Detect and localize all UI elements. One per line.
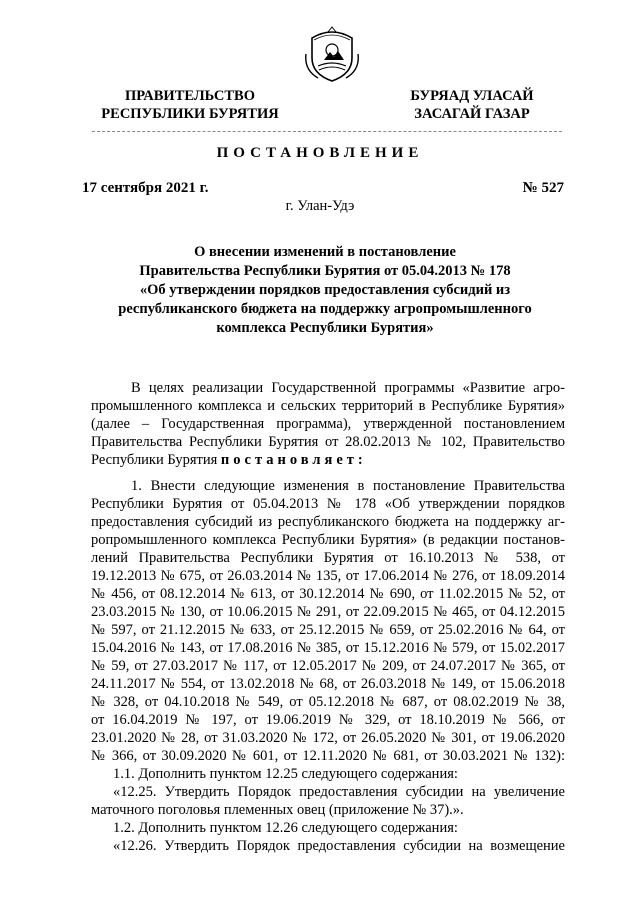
body-line	[91, 451, 565, 469]
header-left-block	[80, 87, 300, 123]
body-line: 1.1. Дополнить пунктом 12.25 следующего содержания:	[113, 766, 458, 782]
body-line: Республики Бурятия от 05.04.2013 № 178 «Об утверждении порядков	[91, 496, 565, 512]
preamble-paragraph	[91, 379, 565, 469]
body-line: 1.2. Дополнить пунктом 12.26 следующего содержания:	[113, 820, 458, 836]
body-line: предоставления субсидий из республиканского бюджета на поддержку аг-	[91, 514, 565, 530]
header-right-line-1: БУРЯАД УЛАСАЙ	[410, 88, 534, 104]
document-type-title: ПОСТАНОВЛЕНИЕ	[216, 145, 424, 161]
header-divider	[92, 131, 562, 132]
document-date: 17 сентября 2021 г.	[82, 180, 209, 196]
header-right-line-2: ЗАСАГАЙ ГАЗАР	[414, 106, 530, 122]
body-line: (далее – Государственная программа), утвержденной постановлением	[91, 416, 565, 432]
document-city: г. Улан-Удэ	[285, 198, 355, 214]
body-line: № 59, от 27.03.2017 № 117, от 12.05.2017 № 209, от 24.07.2017 № 365, от	[91, 658, 565, 674]
document-number: № 527	[522, 180, 564, 196]
body-line: Правительства Республики Бурятия от 28.02.2013 № 102, Правительство	[91, 434, 565, 450]
body-line: 24.11.2017 № 554, от 13.02.2018 № 68, от 26.03.2018 № 149, от 15.06.2018	[91, 676, 565, 692]
body-line: промышленного комплекса и сельских территорий в Республике Бурятия»	[91, 398, 565, 414]
body-line: ропромышленного комплекса Республики Бурятия» (в редакции постанов-	[91, 532, 565, 548]
body-line: № 597, от 21.12.2015 № 633, от 25.12.2015 № 659, от 25.02.2016 № 64, от	[91, 622, 565, 638]
body-line: «12.25. Утвердить Порядок предоставления субсидии на увеличение	[113, 784, 565, 800]
coat-of-arms-emblem	[304, 24, 360, 84]
body-line: «12.26. Утвердить Порядок предоставления субсидии на возмещение	[113, 838, 565, 854]
body-line: маточного поголовья племенных овец (приложение № 37).».	[91, 802, 464, 818]
body-line: № 366, от 30.09.2020 № 601, от 12.11.2020 № 681, от 30.03.2021 № 132):	[91, 748, 565, 764]
document-subject	[100, 243, 550, 338]
body-line: № 328, от 04.10.2018 № 549, от 05.12.2018 № 687, от 08.02.2019 № 38,	[91, 694, 565, 710]
subject-line: «Об утверждении порядков предоставления субсидий из	[139, 282, 511, 298]
body-line: от 16.04.2019 № 197, от 19.06.2019 № 329, от 18.10.2019 № 566, от	[91, 712, 565, 728]
header-right-block	[372, 87, 572, 123]
body-line: 19.12.2013 № 675, от 26.03.2014 № 135, от 17.06.2014 № 276, от 18.09.2014	[91, 568, 565, 584]
preamble-last-text: Республики Бурятия	[91, 452, 221, 468]
body-line: В целях реализации Государственной программы «Развитие агро-	[131, 380, 565, 396]
subject-line: республиканского бюджета на поддержку агропромышленного	[118, 301, 532, 317]
body-line: № 456, от 08.12.2014 № 613, от 30.12.2014 № 690, от 11.02.2015 № 52, от	[91, 586, 565, 602]
resolves-word: постановляет:	[220, 452, 367, 468]
amendments-paragraph	[91, 477, 565, 855]
body-line: 23.03.2015 № 130, от 10.06.2015 № 291, от 22.09.2015 № 465, от 04.12.2015	[91, 604, 565, 620]
body-line: лений Правительства Республики Бурятия от 16.10.2013 № 538, от	[91, 550, 565, 566]
body-line: 23.01.2020 № 28, от 31.03.2020 № 172, от 26.05.2020 № 301, от 19.06.2020	[91, 730, 565, 746]
body-line: 1. Внести следующие изменения в постановление Правительства	[131, 478, 565, 494]
subject-line: комплекса Республики Бурятия»	[216, 320, 434, 336]
header-left-line-1: ПРАВИТЕЛЬСТВО	[125, 88, 255, 104]
body-line: 15.04.2016 № 143, от 17.08.2016 № 385, от 15.12.2016 № 579, от 15.02.2017	[91, 640, 565, 656]
subject-line: Правительства Республики Бурятия от 05.04.2013 № 178	[139, 263, 511, 279]
header-left-line-2: РЕСПУБЛИКИ БУРЯТИЯ	[101, 106, 279, 122]
subject-line: О внесении изменений в постановление	[194, 244, 456, 260]
